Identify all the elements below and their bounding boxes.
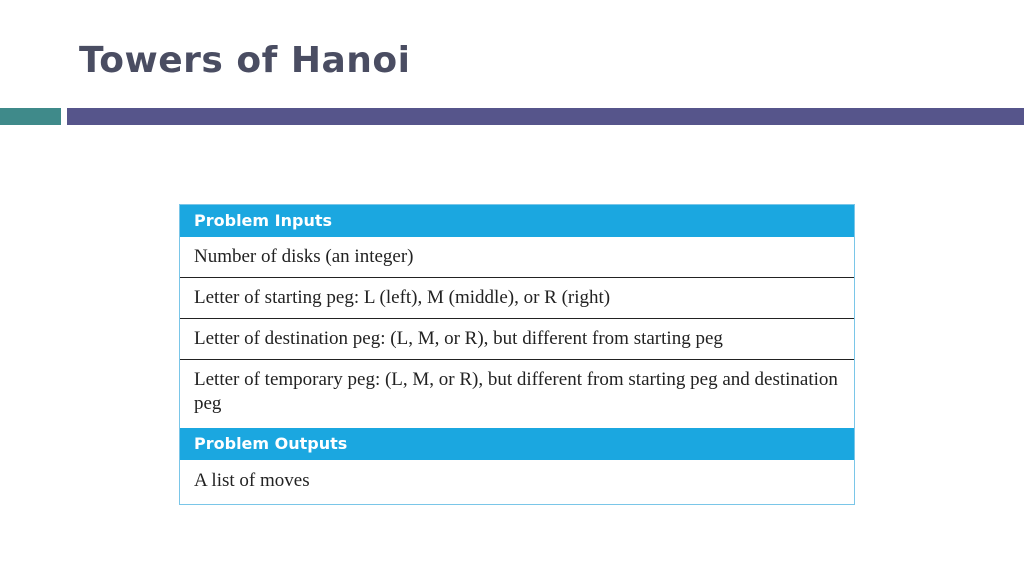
problem-io-table [179,204,855,505]
problem-outputs-header: Problem Outputs [180,428,854,460]
slide-title: Towers of Hanoi [79,40,411,81]
problem-inputs-header: Problem Inputs [180,205,854,237]
title-accent-bar-purple [67,108,1024,125]
title-accent-bar-teal [0,108,61,125]
input-row-number-of-disks: Number of disks (an integer) [194,246,414,267]
input-row-temporary-peg: Letter of temporary peg: (L, M, or R), but different from starting peg and destination peg [180,359,854,428]
output-row-list-of-moves: A list of moves [194,470,310,491]
input-row-destination-peg: Letter of destination peg: (L, M, or R), but different from starting peg [180,318,854,359]
input-row-starting-peg: Letter of starting peg: L (left), M (middle), or R (right) [180,277,854,318]
